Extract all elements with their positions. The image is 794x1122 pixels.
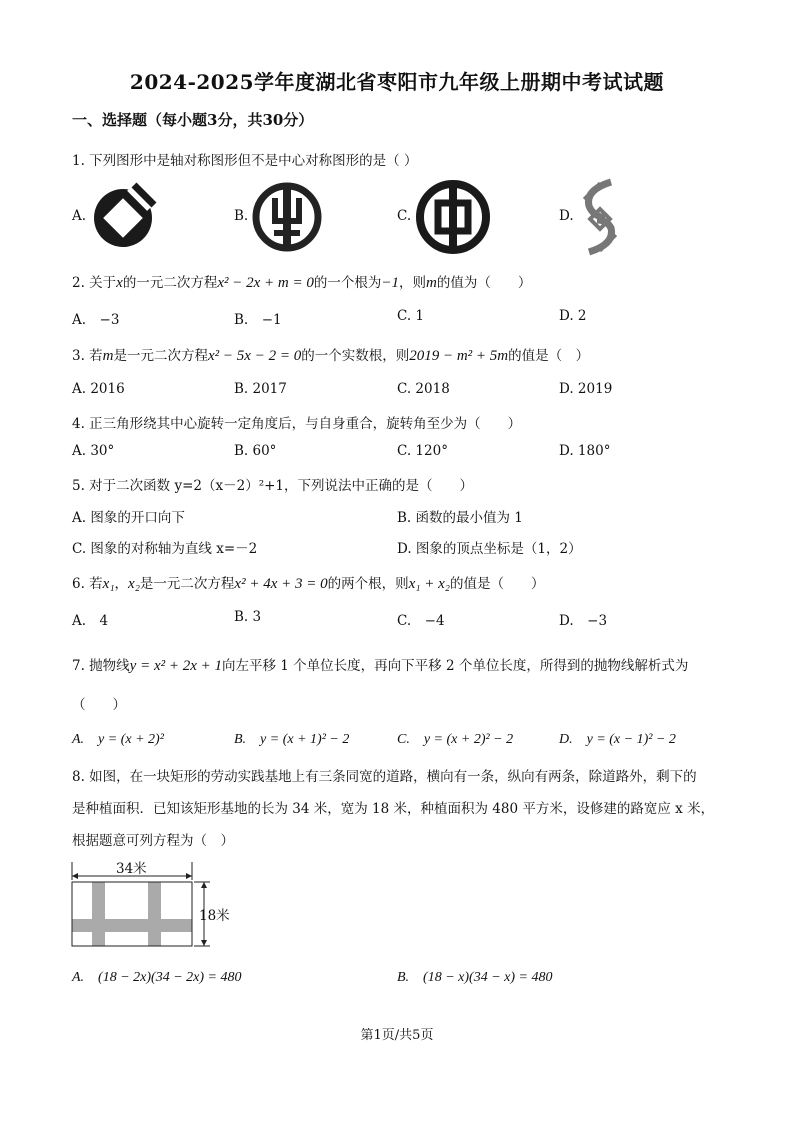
q8-option-b: B. (18 − x)(34 − x) = 480: [397, 970, 553, 985]
q1-option-d-label: D.: [559, 208, 574, 224]
q6-option-b: B. 3: [234, 609, 262, 625]
q2-option-a: A. −3: [72, 312, 120, 328]
q6-option-c: C. −4: [397, 613, 445, 629]
q5-option-d: D. 图象的顶点坐标是（1，2）: [397, 541, 582, 557]
q7-option-c: C. y = (x + 2)² − 2: [397, 732, 514, 747]
q8-option-a: A. (18 − 2x)(34 − 2x) = 480: [72, 970, 242, 985]
q4-option-b: B. 60°: [234, 443, 277, 459]
q6-option-a: A. 4: [72, 613, 109, 629]
q4-option-a: A. 30°: [72, 443, 115, 459]
q5-option-b: B. 函数的最小值为 1: [397, 510, 523, 526]
q8-figure-height-label: 18米: [199, 908, 230, 924]
q5-option-a: A. 图象的开口向下: [72, 510, 185, 526]
q7-option-d: D. y = (x − 1)² − 2: [559, 732, 676, 747]
q1-option-a-label: A.: [72, 208, 87, 224]
q1-option-c-label: C.: [397, 208, 412, 224]
question-7-stem: 7. 抛物线y = x² + 2x + 1向左平移 1 个单位长度，再向下平移 2 个单位长度，所得到的抛物线解析式为: [72, 658, 689, 674]
question-6-stem: 6. 若x₁，x₂是一元二次方程x² + 4x + 3 = 0的两个根，则x₁ + x₂的值是（ ）: [72, 576, 545, 592]
q5-option-c: C. 图象的对称轴为直线 x=－2: [72, 541, 258, 557]
question-7-paren: （ ）: [72, 697, 126, 713]
q1-option-b-logo-icon: [252, 182, 322, 252]
q3-option-d: D. 2019: [559, 381, 613, 397]
q1-option-a-logo-icon: [90, 182, 162, 248]
q3-option-b: B. 2017: [234, 381, 287, 397]
q1-option-c-logo-icon: [416, 180, 490, 254]
q1-option-b-label: B.: [234, 208, 249, 224]
q3-option-c: C. 2018: [397, 381, 450, 397]
question-5-stem: 5. 对于二次函数 y=2（x－2）²+1，下列说法中正确的是（ ）: [72, 478, 474, 494]
question-1-stem: 1. 下列图形中是轴对称图形但不是中心对称图形的是（ ）: [72, 153, 418, 169]
q6-option-d: D. −3: [559, 613, 608, 629]
q7-option-b: B. y = (x + 1)² − 2: [234, 732, 350, 747]
q2-option-c: C. 1: [397, 308, 425, 324]
question-8-line-1: 8. 如图，在一块矩形的劳动实践基地上有三条同宽的道路，横向有一条，纵向有两条，除道路外，剩下的: [72, 769, 697, 785]
q8-figure-width-label: 34米: [116, 861, 147, 877]
page-footer: 第1页/共5页: [360, 1028, 434, 1043]
q2-option-b: B. −1: [234, 312, 282, 328]
question-3-stem: 3. 若m是一元二次方程x² − 5x − 2 = 0的一个实数根，则2019 − m² + 5m的值是（ ）: [72, 348, 590, 364]
q4-option-c: C. 120°: [397, 443, 448, 459]
page-title: 2024-2025学年度湖北省枣阳市九年级上册期中考试试题: [129, 70, 665, 94]
question-2-stem: 2. 关于x的一元二次方程x² − 2x + m = 0的一个根为−1，则m的值为（ ）: [72, 275, 532, 291]
q3-option-a: A. 2016: [72, 381, 125, 397]
question-4-stem: 4. 正三角形绕其中心旋转一定角度后，与自身重合，旋转角至少为（ ）: [72, 416, 522, 432]
question-8-line-3: 根据题意可列方程为（ ）: [72, 833, 234, 849]
section-heading: 一、选择题（每小题3分，共30分）: [72, 111, 314, 129]
q2-option-d: D. 2: [559, 308, 587, 324]
q7-option-a: A. y = (x + 2)²: [72, 732, 164, 747]
q4-option-d: D. 180°: [559, 443, 611, 459]
question-8-line-2: 是种植面积．已知该矩形基地的长为 34 米，宽为 18 米，种植面积为 480 平方米，设修建的路宽应 x 米，: [72, 801, 715, 817]
q1-option-d-logo-icon: [575, 176, 625, 258]
